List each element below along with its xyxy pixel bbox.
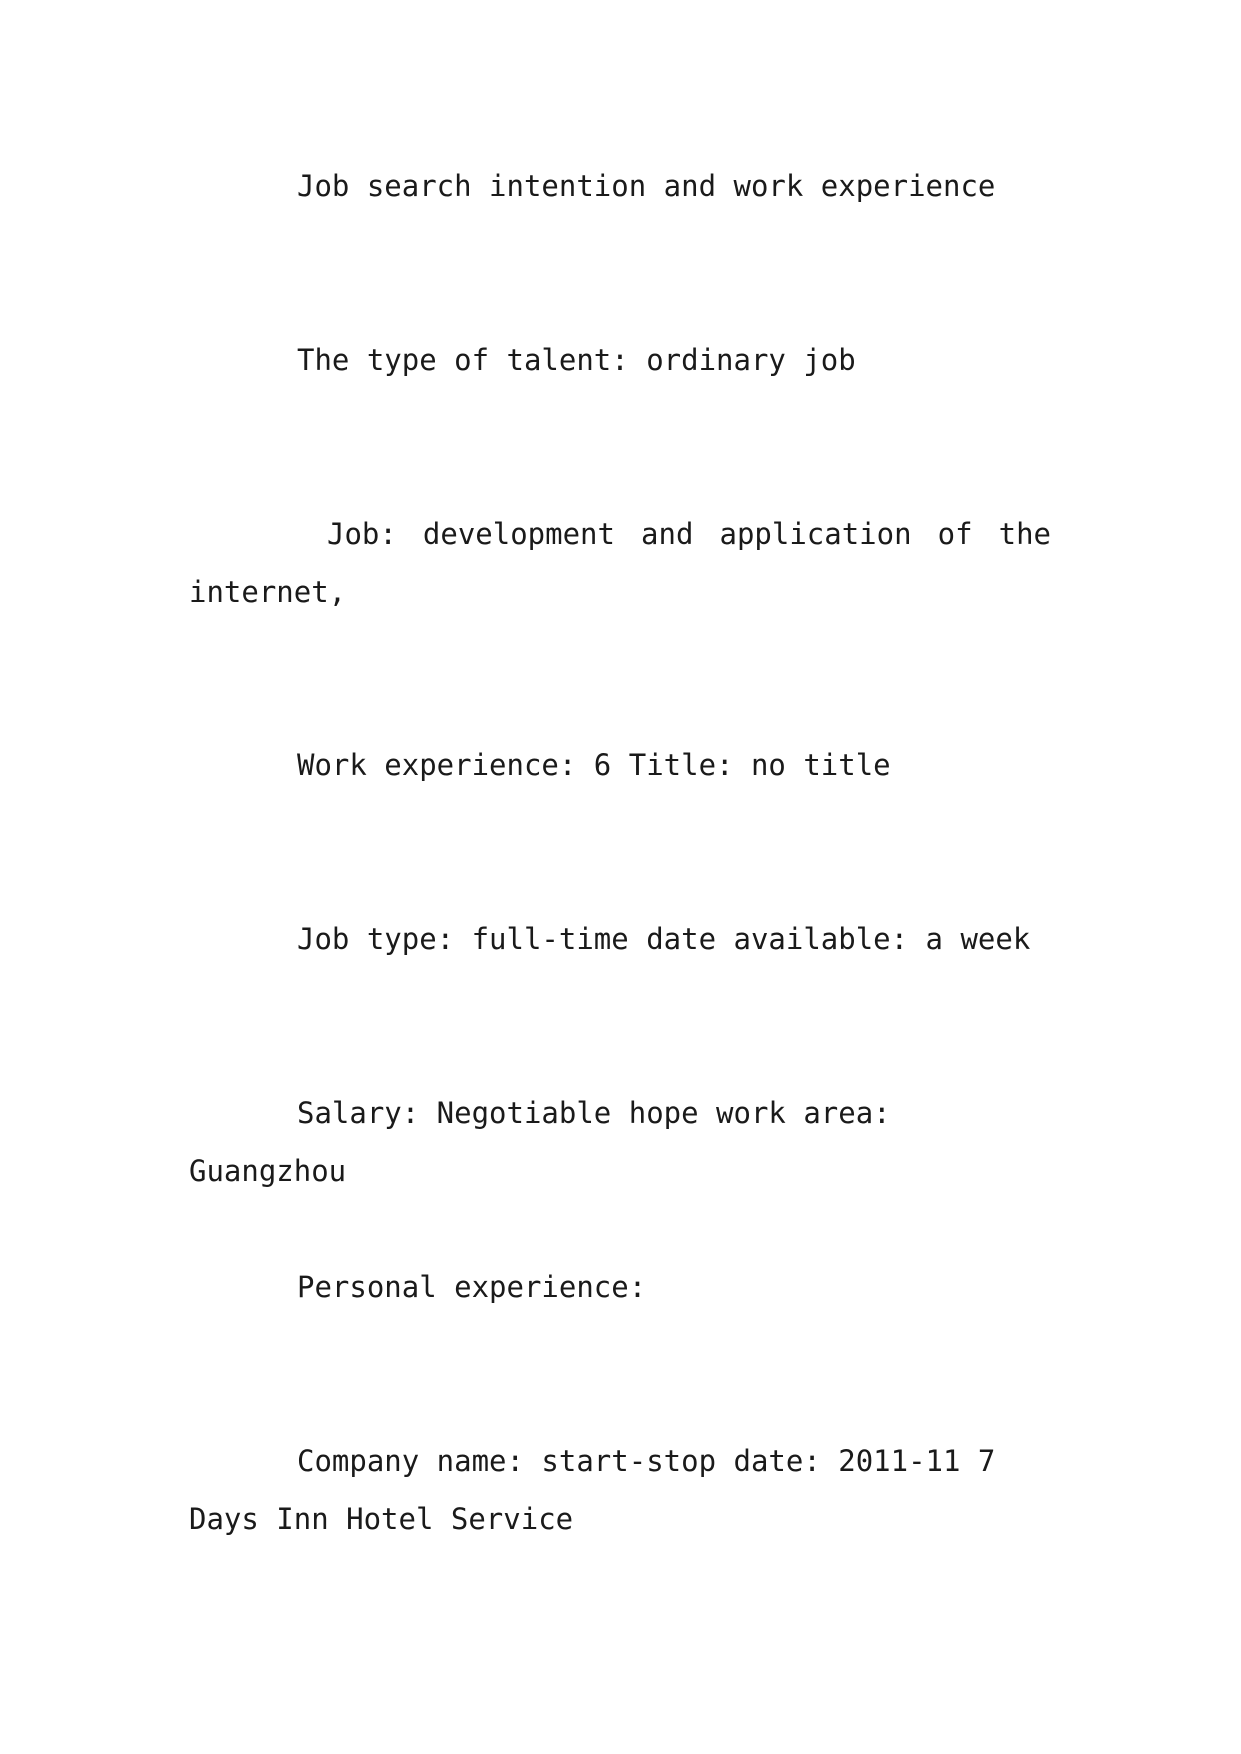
- section-heading: Job search intention and work experience: [297, 169, 996, 203]
- personal-experience-heading: Personal experience:: [297, 1270, 647, 1304]
- job-line: Job: development and application of the internet,: [189, 517, 1051, 609]
- job-type-line: Job type: full-time date available: a week: [297, 922, 1031, 956]
- company-line: Company name: start-stop date: 2011-11 7 Days Inn Hotel Service: [189, 1444, 996, 1536]
- talent-type-line: The type of talent: ordinary job: [297, 343, 856, 377]
- work-experience-line: Work experience: 6 Title: no title: [297, 748, 891, 782]
- salary-line: Salary: Negotiable hope work area: Guangzhou: [189, 1096, 891, 1188]
